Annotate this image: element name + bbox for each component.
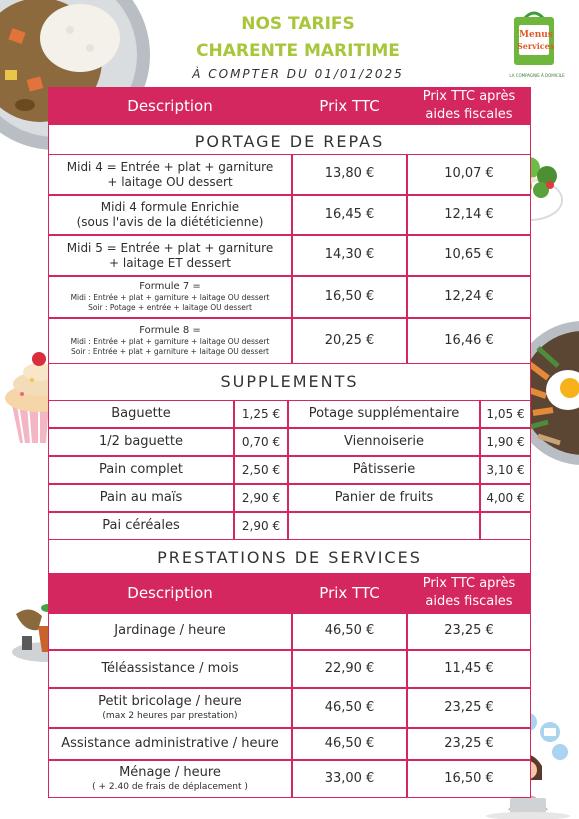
header-price bbox=[292, 87, 407, 125]
service-price-cell: 33,00 € bbox=[292, 760, 407, 798]
meal-price-cell: 14,30 € bbox=[292, 235, 407, 276]
supplement-name-cell: 1/2 baguette bbox=[48, 428, 234, 456]
supplement-name-cell: Pai céréales bbox=[48, 512, 234, 540]
meal-description-cell bbox=[48, 318, 292, 364]
services-header-price bbox=[292, 573, 407, 613]
supplement-price-cell: 4,00 € bbox=[480, 484, 531, 512]
section-title-services bbox=[48, 539, 531, 573]
service-name: Petit bricolage / heure bbox=[98, 694, 242, 710]
service-description-cell bbox=[48, 760, 292, 798]
meal-description-cell bbox=[48, 195, 292, 235]
service-name: Ménage / heure bbox=[119, 765, 221, 781]
meal-price-cell: 20,25 € bbox=[292, 318, 407, 364]
meal-description-line1: Midi 4 formule Enrichie bbox=[100, 200, 240, 214]
meal-formula-name: Formule 7 = bbox=[139, 280, 201, 292]
service-name: Assistance administrative / heure bbox=[61, 735, 279, 751]
meal-description-line1: Midi 4 = Entrée + plat + garniture bbox=[66, 159, 274, 174]
service-price-cell: 46,50 € bbox=[292, 688, 407, 728]
service-price-cell: 22,90 € bbox=[292, 650, 407, 688]
meal-formula-soir: Soir : Entrée + plat + garniture + laitage OU dessert bbox=[71, 347, 269, 357]
service-name: Jardinage / heure bbox=[114, 623, 226, 639]
supplement-price-cell: 2,90 € bbox=[234, 512, 288, 540]
supplement-name-cell: Viennoiserie bbox=[288, 428, 480, 456]
section-title-portage bbox=[48, 125, 531, 154]
supplement-name-cell: Pain complet bbox=[48, 456, 234, 484]
section-title-services-text: PRESTATIONS DE SERVICES bbox=[157, 548, 422, 567]
validity-date: À COMPTER DU 01/01/2025 bbox=[192, 67, 404, 81]
services-header-price-after-label: Prix TTC après aides fiscales bbox=[422, 576, 516, 609]
service-note: (max 2 heures par prestation) bbox=[102, 710, 238, 721]
meal-price-cell: 16,50 € bbox=[292, 276, 407, 318]
supplement-name-cell: Pâtisserie bbox=[288, 456, 480, 484]
meal-price-after-cell: 12,24 € bbox=[407, 276, 531, 318]
meal-price-after-cell: 10,07 € bbox=[407, 154, 531, 195]
services-header-description-label: Description bbox=[127, 584, 213, 602]
supplement-price-cell: 1,25 € bbox=[234, 400, 288, 428]
header-description bbox=[48, 87, 292, 125]
header-price-label: Prix TTC bbox=[319, 97, 380, 115]
page-title: NOS TARIFS bbox=[241, 14, 355, 34]
section-title-supplements-text: SUPPLEMENTS bbox=[220, 372, 359, 391]
services-header-price-label: Prix TTC bbox=[319, 584, 380, 602]
meal-price-after-cell: 12,14 € bbox=[407, 195, 531, 235]
logo-tagline: LA COMPAGNIE À DOMICILE bbox=[509, 73, 565, 78]
supplement-name-cell: Panier de fruits bbox=[288, 484, 480, 512]
service-description-cell bbox=[48, 613, 292, 650]
header-price-after bbox=[407, 87, 531, 125]
service-price-after-cell: 11,45 € bbox=[407, 650, 531, 688]
supplement-price-cell: 2,90 € bbox=[234, 484, 288, 512]
meal-formula-name: Formule 8 = bbox=[139, 324, 201, 336]
meal-description-cell bbox=[48, 154, 292, 195]
service-price-cell: 46,50 € bbox=[292, 728, 407, 760]
meal-description-line2: (sous l'avis de la diététicienne) bbox=[76, 215, 264, 229]
supplement-price-cell: 1,90 € bbox=[480, 428, 531, 456]
header-description-label: Description bbox=[127, 97, 213, 115]
meal-description-line2: + laitage ET dessert bbox=[108, 255, 231, 270]
service-description-cell bbox=[48, 650, 292, 688]
service-description-cell bbox=[48, 688, 292, 728]
supplement-price-cell: 1,05 € bbox=[480, 400, 531, 428]
service-price-after-cell: 23,25 € bbox=[407, 688, 531, 728]
meal-description-cell bbox=[48, 276, 292, 318]
supplement-price-cell: 2,50 € bbox=[234, 456, 288, 484]
service-price-after-cell: 16,50 € bbox=[407, 760, 531, 798]
supplement-price-cell: 3,10 € bbox=[480, 456, 531, 484]
meal-description-line2: + laitage OU dessert bbox=[107, 174, 233, 189]
supplement-name-cell: Potage supplémentaire bbox=[288, 400, 480, 428]
menus-services-logo bbox=[510, 7, 558, 67]
supplement-name-cell: Baguette bbox=[48, 400, 234, 428]
supplement-price-cell bbox=[480, 512, 531, 540]
logo-word-services: Services bbox=[517, 41, 555, 51]
service-description-cell bbox=[48, 728, 292, 760]
service-price-cell: 46,50 € bbox=[292, 613, 407, 650]
supplement-price-cell: 0,70 € bbox=[234, 428, 288, 456]
services-header-description bbox=[48, 573, 292, 613]
supplement-name-cell bbox=[288, 512, 480, 540]
service-name: Téléassistance / mois bbox=[101, 660, 239, 676]
meal-price-after-cell: 10,65 € bbox=[407, 235, 531, 276]
service-note: ( + 2.40 de frais de déplacement ) bbox=[92, 781, 248, 792]
supplement-name-cell: Pain au maïs bbox=[48, 484, 234, 512]
meal-price-cell: 16,45 € bbox=[292, 195, 407, 235]
services-header-price-after bbox=[407, 573, 531, 613]
page-region-title: CHARENTE MARITIME bbox=[196, 41, 400, 61]
logo-word-menus: Menus bbox=[519, 30, 553, 40]
meal-formula-midi: Midi : Entrée + plat + garniture + laitage OU dessert bbox=[70, 293, 270, 303]
section-title-supplements bbox=[48, 364, 531, 400]
meal-price-after-cell: 16,46 € bbox=[407, 318, 531, 364]
section-title-portage-text: PORTAGE DE REPAS bbox=[194, 132, 385, 151]
meal-price-cell: 13,80 € bbox=[292, 154, 407, 195]
meal-description-line1: Midi 5 = Entrée + plat + garniture bbox=[66, 240, 274, 255]
meal-formula-soir: Soir : Potage + entrée + laitage OU dessert bbox=[88, 303, 252, 313]
meal-formula-midi: Midi : Entrée + plat + garniture + laitage OU dessert bbox=[70, 337, 270, 347]
meal-description-cell bbox=[48, 235, 292, 276]
service-price-after-cell: 23,25 € bbox=[407, 613, 531, 650]
header-price-after-label: Prix TTC après aides fiscales bbox=[422, 89, 516, 122]
service-price-after-cell: 23,25 € bbox=[407, 728, 531, 760]
